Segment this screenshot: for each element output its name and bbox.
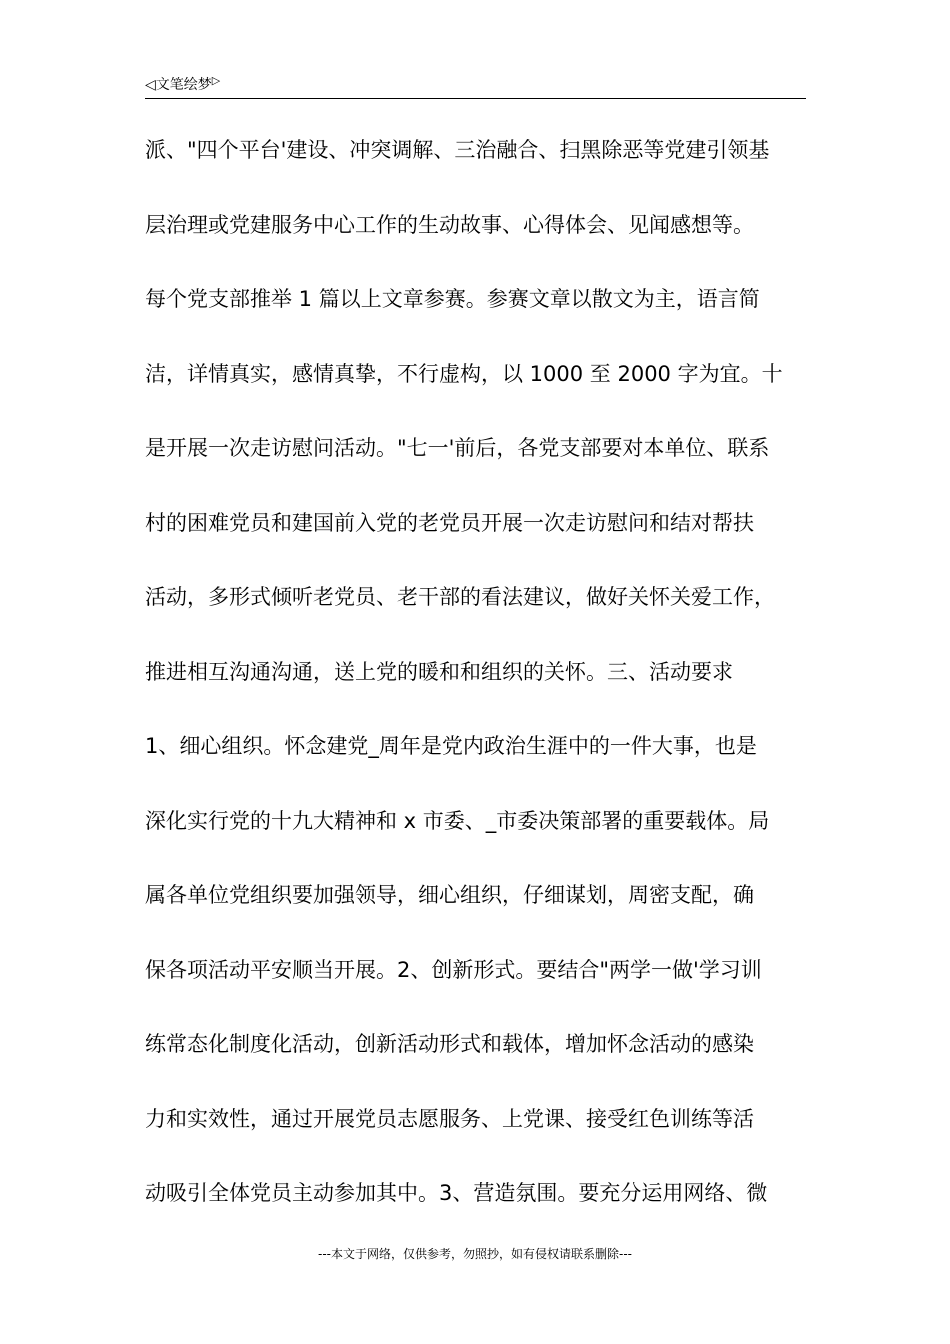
text-line: 层治理或党建服务中心工作的生动故事、心得体会、见闻感想等。: [145, 212, 754, 237]
document-body: [145, 133, 815, 1251]
text-line: 每个党支部推举 1 篇以上文章参赛。参赛文章以散文为主，语言简: [145, 287, 760, 311]
text-line: 动吸引全体党员主动参加其中。3、营造氛围。要充分运用网络、微: [145, 1181, 768, 1205]
text-line: 属各单位党组织要加强领导，细心组织，仔细谋划，周密支配，确: [145, 883, 754, 907]
text-line: 保各项活动平安顺当开展。2、创新形式。要结合"两学一做'学习训: [145, 957, 762, 982]
text-line: 1、细心组织。怀念建党_周年是党内政治生涯中的一件大事，也是: [145, 734, 757, 758]
text-line: 村的困难党员和建国前入党的老党员开展一次走访慰问和结对帮扶: [145, 510, 754, 535]
page-footer: ---本文于网络，仅供参考，勿照抄，如有侵权请联系删除---: [318, 1247, 632, 1261]
text-line: 派、"四个平台'建设、冲突调解、三治融合、扫黑除恶等党建引领基: [145, 138, 770, 162]
page-header: [145, 74, 806, 99]
left-triangle-icon: ◁: [145, 77, 156, 93]
right-triangle-icon: ▷: [211, 74, 221, 87]
text-line: 练常态化制度化活动，创新活动形式和载体，增加怀念活动的感染: [145, 1032, 754, 1056]
text-line: 深化实行党的十九大精神和 x 市委、_市委决策部署的重要载体。局: [145, 808, 770, 833]
text-line: 洁，详情真实，感情真挚，不行虚构，以 1000 至 2000 字为宜。十: [145, 361, 783, 386]
text-line: 活动，多形式倾听老党员、老干部的看法建议，做好关怀关爱工作，: [145, 585, 775, 609]
text-line: 是开展一次走访慰问活动。"七一'前后，各党支部要对本单位、联系: [145, 436, 770, 460]
text-line: 推进相互沟通沟通，送上党的暖和和组织的关怀。三、活动要求: [145, 659, 733, 684]
text-line: 力和实效性，通过开展党员志愿服务、上党课、接受红色训练等活: [145, 1106, 754, 1131]
header-title-group: [145, 75, 220, 94]
header-title: 文笔绘梦: [155, 77, 212, 93]
